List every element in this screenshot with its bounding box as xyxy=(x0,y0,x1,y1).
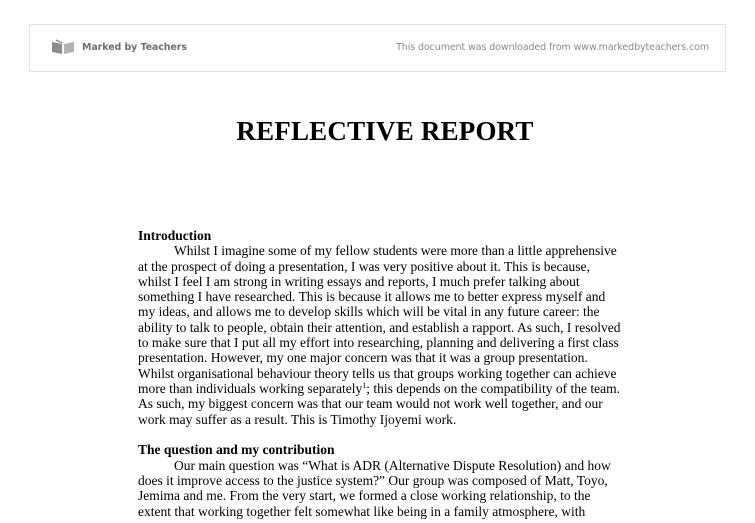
paragraph-line: something I have researched. This is because it allows me to better express myself and xyxy=(138,289,606,305)
paragraph-line: to make sure that I put all my effort into researching, planning and delivering a first class xyxy=(138,335,619,351)
marked-by-teachers-logo[interactable] xyxy=(50,39,187,55)
paragraph-line: work may suffer as a result. This is Timothy Ijoyemi work. xyxy=(138,411,457,427)
footnote-text-before: more than individuals working separately xyxy=(138,380,363,396)
download-banner xyxy=(29,24,726,72)
paragraph-line: Whilst I imagine some of my fellow students were more than a little apprehensive xyxy=(174,243,617,259)
download-note: This document was downloaded from www.markedbyteachers.com xyxy=(396,42,709,53)
book-logo-icon xyxy=(50,39,76,55)
section-heading-introduction: Introduction xyxy=(138,228,212,243)
footnote-marker[interactable]: 1 xyxy=(362,380,367,390)
paragraph-line: whilst I feel I am strong in writing essays and reports, I much prefer talking about xyxy=(138,273,580,289)
paragraph-line: Our main question was “What is ADR (Alternative Dispute Resolution) and how xyxy=(174,457,611,473)
paragraph-line: ability to talk to people, obtain their attention, and establish a rapport. As such, I resolved xyxy=(138,319,621,335)
document-title: REFLECTIVE REPORT xyxy=(236,116,534,146)
section-heading-question: The question and my contribution xyxy=(138,442,335,458)
footnote-text-after: ; this depends on the compatibility of the team. xyxy=(366,380,621,396)
document-body xyxy=(138,228,638,519)
paragraph-line: does it improve access to the justice system?” Our group was composed of Matt, Toyo, xyxy=(138,472,608,488)
paragraph-line: at the prospect of doing a presentation, I was very positive about it. This is because, xyxy=(138,258,590,274)
paragraph-line: Jemima and me. From the very start, we formed a close working relationship, to the xyxy=(138,488,591,504)
paragraph-line: my ideas, and allows me to develop skills which will be vital in any future career: the xyxy=(138,304,600,320)
section-gap xyxy=(138,427,638,443)
paragraph-line: extent that working together felt somewhat like being in a family atmosphere, with xyxy=(138,503,586,519)
paragraph-line: presentation. However, my one major concern was that it was a group presentation. xyxy=(138,350,588,366)
paragraph-line-with-footnote xyxy=(138,381,638,396)
paragraph-line: Whilst organisational behaviour theory tells us that groups working together can achieve xyxy=(138,365,617,381)
logo-text: Marked by Teachers xyxy=(82,41,187,53)
paragraph-line: As such, my biggest concern was that our team would not work well together, and our xyxy=(138,396,603,412)
